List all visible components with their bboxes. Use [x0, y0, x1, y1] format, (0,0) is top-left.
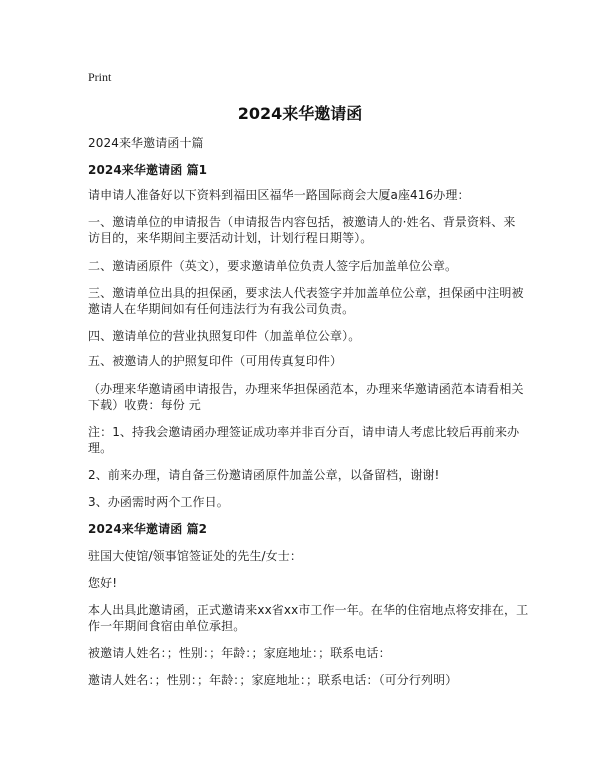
section-1-heading: 2024来华邀请函 篇1: [88, 163, 208, 177]
print-label[interactable]: Print: [88, 70, 112, 84]
paragraph: 四、邀请单位的营业执照复印件（加盖单位公章）。: [88, 329, 361, 343]
paragraph: 作一年期间食宿由单位承担。: [88, 619, 246, 633]
paragraph: 五、被邀请人的护照复印件（可用传真复印件）: [88, 354, 343, 368]
paragraph: 请申请人准备好以下资料到福田区福华一路国际商会大厦a座416办理：: [88, 188, 470, 202]
paragraph: （办理来华邀请函申请报告，办理来华担保函范本，办理来华邀请函范本请看相关: [88, 382, 524, 396]
document-title: 2024来华邀请函: [237, 104, 363, 123]
paragraph: 下载）收费：每份 元: [88, 398, 201, 412]
paragraph: 访目的，来华期间主要活动计划，计划行程日期等）。: [88, 231, 373, 245]
paragraph: 2、前来办理，请自备三份邀请函原件加盖公章，以备留档，谢谢!: [88, 468, 440, 482]
paragraph: 注：1、持我会邀请函办理签证成功率并非百分百，请申请人考虑比较后再前来办: [88, 425, 520, 439]
paragraph: 二、邀请函原件（英文），要求邀请单位负责人签字后加盖单位公章。: [88, 259, 458, 273]
paragraph: 邀请人在华期间如有任何违法行为有我公司负责。: [88, 302, 355, 316]
paragraph: 邀请人姓名：；性别：；年龄：；家庭地址：；联系电话：（可分行列明）: [88, 673, 458, 687]
paragraph: 被邀请人姓名：；性别：；年龄：；家庭地址：；联系电话：: [88, 646, 391, 660]
paragraph: 本人出具此邀请函，正式邀请来xx省xx市工作一年。在华的住宿地点将安排在，工: [88, 603, 529, 617]
paragraph: 您好!: [88, 576, 118, 590]
paragraph: 3、办函需时两个工作日。: [88, 495, 229, 509]
document-subtitle: 2024来华邀请函十篇: [88, 136, 204, 150]
paragraph: 一、邀请单位的申请报告（申请报告内容包括，被邀请人的·姓名、背景资料、来: [88, 215, 516, 229]
section-2-heading: 2024来华邀请函 篇2: [88, 522, 208, 536]
paragraph: 驻国大使馆/领事馆签证处的先生/女士：: [88, 549, 302, 563]
paragraph: 理。: [88, 441, 113, 455]
paragraph: 三、邀请单位出具的担保函，要求法人代表签字并加盖单位公章，担保函中注明被: [88, 286, 524, 300]
